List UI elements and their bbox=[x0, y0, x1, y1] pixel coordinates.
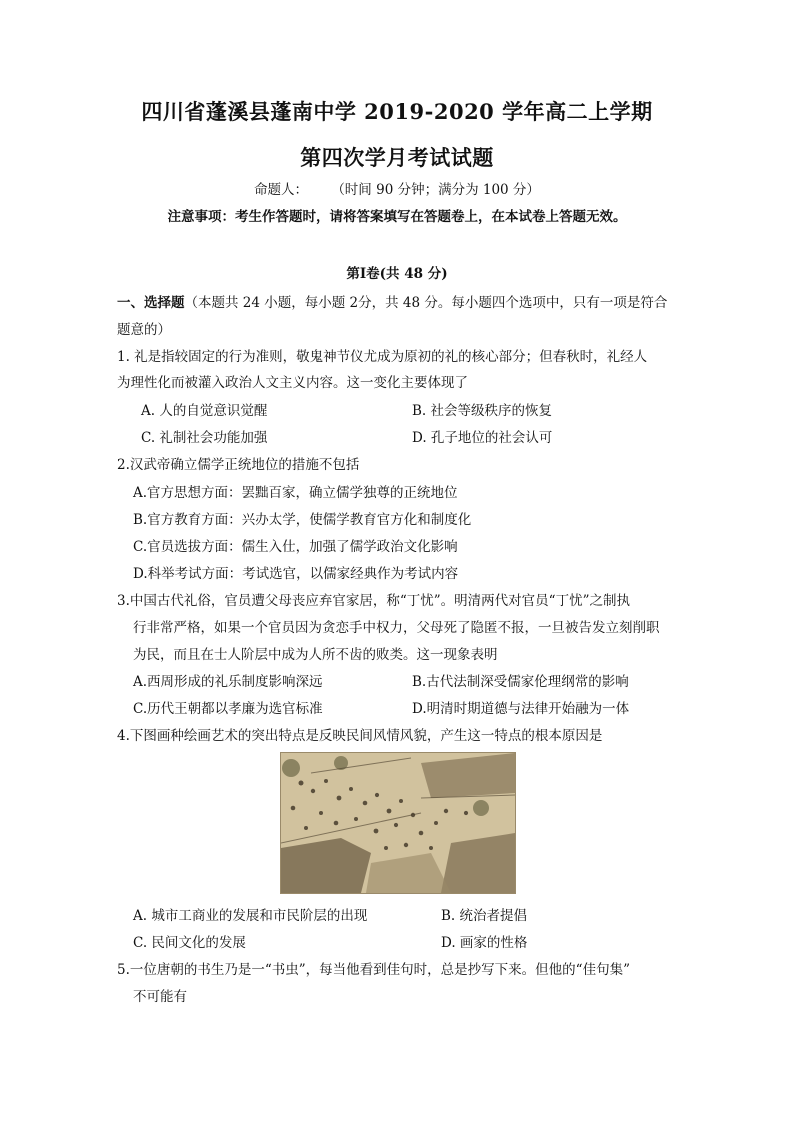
q1-stem-1: 1. 礼是指较固定的行为准则，敬鬼神节仪尤成为原初的礼的核心部分；但春秋时，礼经人 bbox=[117, 349, 648, 365]
q1-stem-2: 为理性化而被灌入政治人文主义内容。这一变化主要体现了 bbox=[117, 375, 468, 391]
q3-stem-2: 行非常严格，如果一个官员因为贪恋手中权力，父母死了隐匿不报，一旦被告发立刻削职 bbox=[133, 620, 660, 636]
q4-option-d: D. 画家的性格 bbox=[441, 935, 528, 951]
exam-notice: 注意事项：考生作答题时，请将答案填写在答题卷上，在本试卷上答题无效。 bbox=[167, 209, 627, 225]
q5-stem-2: 不可能有 bbox=[133, 989, 187, 1005]
part-desc-1: （本题共 24 小题，每小题 2分，共 48 分。每小题四个选项中，只有一项是符合 bbox=[184, 295, 668, 311]
exam-subtitle: 第四次学月考试试题 bbox=[300, 145, 494, 170]
q3-option-d: D.明清时期道德与法律开始融为一体 bbox=[412, 701, 630, 717]
q3-option-b: B.古代法制深受儒家伦理纲常的影响 bbox=[412, 674, 629, 690]
time-info: （时间 90 分钟；满分为 100 分） bbox=[338, 182, 540, 198]
section-title: 第Ⅰ卷(共 48 分) bbox=[346, 266, 448, 282]
q2-stem: 2.汉武帝确立儒学正统地位的措施不包括 bbox=[117, 457, 360, 473]
q2-option-a: A.官方思想方面：罢黜百家，确立儒学独尊的正统地位 bbox=[133, 485, 458, 501]
q4-option-c: C. 民间文化的发展 bbox=[133, 935, 246, 951]
q3-option-a: A.西周形成的礼乐制度影响深远 bbox=[133, 674, 323, 690]
q4-option-a: A. 城市工商业的发展和市民阶层的出现 bbox=[133, 908, 368, 924]
q3-stem-1: 3.中国古代礼俗，官员遭父母丧应弃官家居，称“丁忧”。明清两代对官员“丁忧”之制执 bbox=[117, 593, 630, 609]
q1-option-a: A. 人的自觉意识觉醒 bbox=[141, 403, 268, 419]
part-desc-2: 题意的） bbox=[117, 322, 171, 338]
q2-option-c: C.官员选拔方面：儒生入仕，加强了儒学政治文化影响 bbox=[133, 539, 458, 555]
qingming-painting-image bbox=[280, 752, 516, 894]
q2-option-b: B.官方教育方面：兴办太学，使儒学教育官方化和制度化 bbox=[133, 512, 472, 528]
exam-title: 四川省蓬溪县蓬南中学 2019-2020 学年高二上学期 bbox=[141, 99, 653, 124]
q2-option-d: D.科举考试方面：考试选官，以儒家经典作为考试内容 bbox=[133, 566, 459, 582]
q4-option-b: B. 统治者提倡 bbox=[441, 908, 528, 924]
q1-option-c: C. 礼制社会功能加强 bbox=[141, 430, 268, 446]
part-label: 一、选择题 bbox=[117, 295, 185, 311]
q1-option-b: B. 社会等级秩序的恢复 bbox=[412, 403, 553, 419]
q3-stem-3: 为民，而且在士人阶层中成为人所不齿的败类。这一现象表明 bbox=[133, 647, 498, 663]
part-instructions bbox=[117, 291, 687, 311]
exam-meta bbox=[0, 178, 794, 198]
author-label: 命题人： bbox=[254, 182, 309, 198]
painting-illustration bbox=[281, 753, 515, 893]
q4-stem: 4.下图画种绘画艺术的突出特点是反映民间风情风貌，产生这一特点的根本原因是 bbox=[117, 728, 603, 744]
q5-stem-1: 5.一位唐朝的书生乃是一“书虫”，每当他看到佳句时，总是抄写下来。但他的“佳句集” bbox=[117, 962, 630, 978]
q1-option-d: D. 孔子地位的社会认可 bbox=[412, 430, 553, 446]
q3-option-c: C.历代王朝都以孝廉为选官标准 bbox=[133, 701, 323, 717]
